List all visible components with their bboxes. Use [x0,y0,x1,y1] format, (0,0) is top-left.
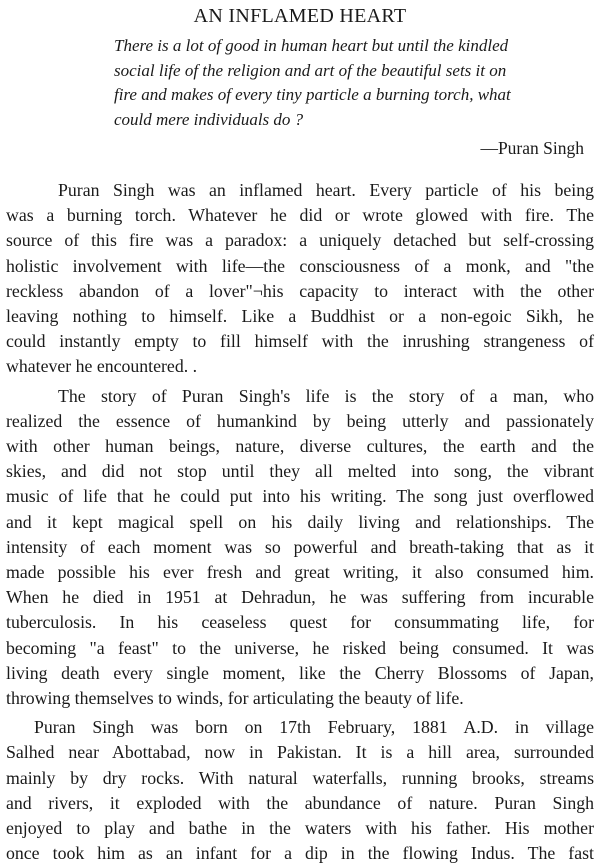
paragraph-line: leaving nothing to himself. Like a Buddhist or a non-egoic Sikh, he [6,306,594,327]
paragraph-line: Salhed near Abottabad, now in Pakistan. It is a hill area, surrounded [6,742,594,763]
epigraph-attribution: —Puran Singh [480,138,584,158]
paragraph [6,715,594,866]
paragraph-line: Puran Singh was born on 17th February, 1881 A.D. in village [34,717,594,738]
paragraph-line: When he died in 1951 at Dehradun, he was suffering from incurable [6,587,594,608]
epigraph-line: fire and makes of every tiny particle a burning torch, what [114,85,511,104]
paragraph-line: was a burning torch. Whatever he did or wrote glowed with fire. The [6,205,594,226]
paragraph-line: music of life that he could put into his writing. The song just overflowed [6,486,594,507]
paragraph-line: intensity of each moment was so powerful and breath-taking that as it [6,536,594,557]
paragraph-line: enjoyed to play and bathe in the waters with his father. His mother [6,818,594,839]
paragraph-line: tuberculosis. In his ceaseless quest for consummating life, for [6,612,594,633]
paragraph-line: becoming "a feast" to the universe, he risked being consumed. It was [6,637,594,658]
paragraph-line: reckless abandon of a lover"¬his capacity to interact with the other [6,280,594,301]
paragraph-line: could instantly empty to fill himself with the inrushing strangeness of [6,331,594,352]
epigraph-line: could mere individuals do ? [114,109,304,129]
paragraph-line: The story of Puran Singh's life is the story of a man, who [58,385,594,406]
paragraph-line: realized the essence of humankind by being utterly and passionately [6,410,594,431]
paragraph-line: and it kept magical spell on his daily living and relationships. The [6,511,594,532]
paragraph-line: and rivers, it exploded with the abundance of nature. Puran Singh [6,792,594,813]
paragraph-line: living death every single moment, like the Cherry Blossoms of Japan, [6,662,594,683]
paragraph-line: made possible his ever fresh and great writing, it also consumed him. [6,562,594,583]
epigraph [114,34,590,132]
paragraph-line: once took him as an infant for a dip in the flowing Indus. The fast [6,843,594,864]
paragraph-line: Puran Singh was an inflamed heart. Every particle of his being [58,180,594,200]
paragraph [6,384,594,712]
chapter-title: AN INFLAMED HEART [193,5,407,27]
paragraph-line: throwing themselves to winds, for articulating the beauty of life. [6,688,464,709]
paragraph-line: whatever he encountered. . [6,356,198,377]
paragraph-line: source of this fire was a paradox: a uniquely detached but self-crossing [6,230,594,251]
epigraph-line: social life of the religion and art of the beautiful sets it on [114,60,507,80]
epigraph-line: There is a lot of good in human heart but until the kindled [114,36,509,55]
paragraph [6,178,594,380]
paragraph-line: mainly by dry rocks. With natural waterfalls, running brooks, streams [6,767,594,788]
body-text [6,178,594,866]
paragraph-line: holistic involvement with life—the consciousness of a monk, and "the [6,255,594,276]
paragraph-line: skies, and did not stop until they all melted into song, the vibrant [6,461,594,482]
paragraph-line: with other human beings, nature, diverse cultures, the earth and the [6,436,594,457]
